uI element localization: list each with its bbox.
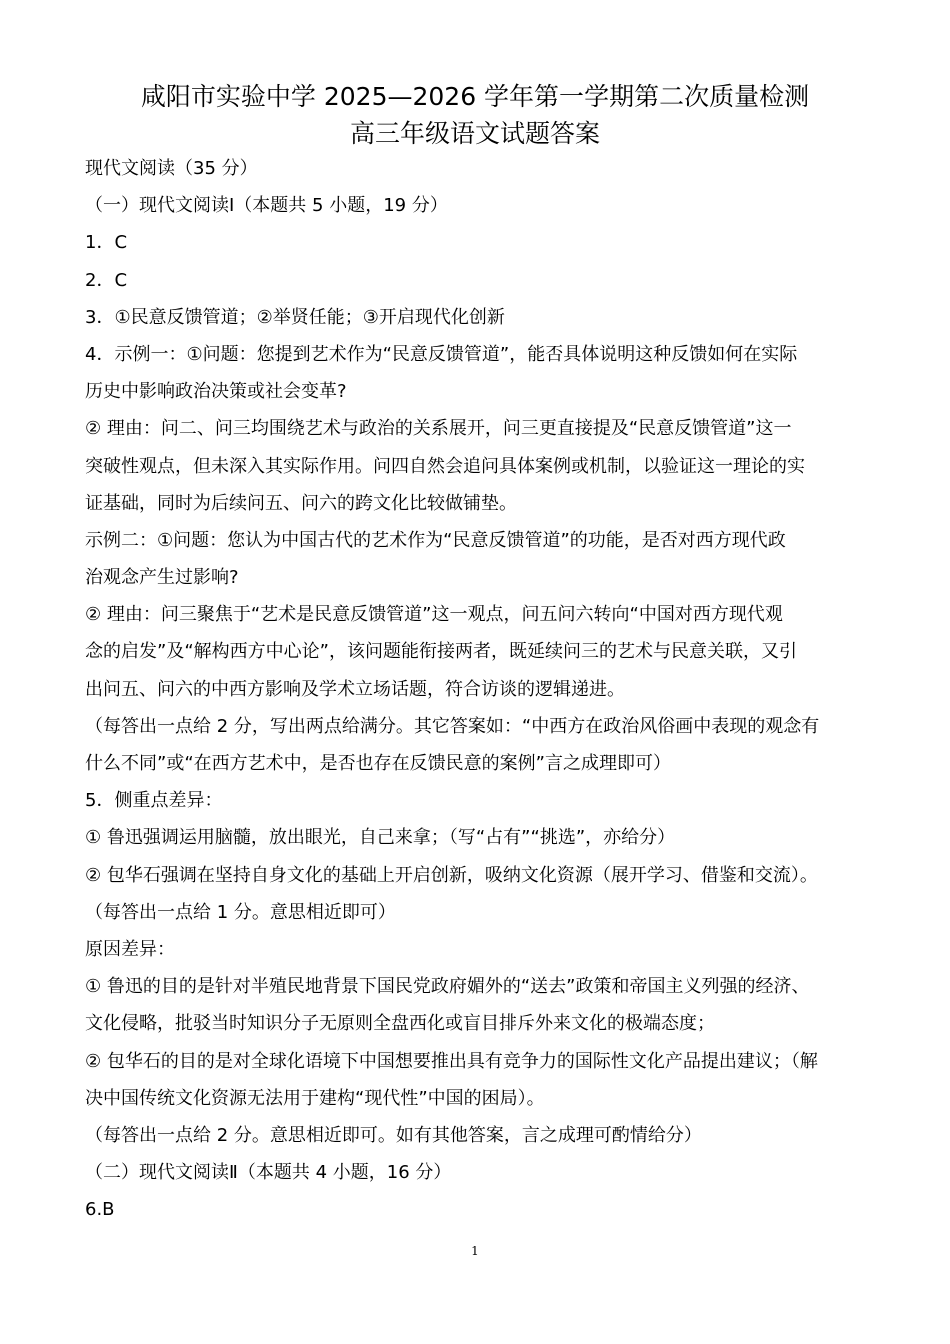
- answer-line: 原因差异：: [85, 938, 175, 960]
- document-subtitle: 高三年级语文试题答案: [349, 119, 600, 148]
- answer-line: ② 包华石强调在坚持自身文化的基础上开启创新，吸纳文化资源（展开学习、借鉴和交流）。: [85, 864, 818, 886]
- answer-line: （每答出一点给 2 分，写出两点给满分。其它答案如：“中西方在政治风俗画中表现的观念有: [85, 715, 820, 737]
- answer-line: 历史中影响政治决策或社会变革?: [85, 381, 347, 403]
- answer-line: ② 理由：问二、问三均围绕艺术与政治的关系展开，问三更直接提及“民意反馈管道”这一: [85, 418, 792, 440]
- answer-line: ① 鲁迅强调运用脑髓，放出眼光，自己来拿；（写“占有”“挑选”，亦给分）: [85, 827, 676, 849]
- answer-line: 证基础，同时为后续问五、问六的跨文化比较做铺垫。: [85, 492, 517, 514]
- answer-line: 什么不同”或“在西方艺术中，是否也存在反馈民意的案例”言之成理即可）: [85, 753, 671, 774]
- answer-body: [85, 150, 865, 1228]
- answer-line: 现代文阅读（35 分）: [85, 158, 258, 179]
- answer-line: （每答出一点给 2 分。意思相近即可。如有其他答案，言之成理可酌情给分）: [85, 1124, 702, 1146]
- answer-line: 4．示例一：①问题：您提到艺术作为“民意反馈管道”，能否具体说明这种反馈如何在实际: [85, 343, 798, 365]
- document-title: 咸阳市实验中学 2025—2026 学年第一学期第二次质量检测: [140, 82, 810, 111]
- answer-line: 5．侧重点差异：: [85, 790, 223, 812]
- answer-line: ② 包华石的目的是对全球化语境下中国想要推出具有竞争力的国际性文化产品提出建议；（解: [85, 1050, 818, 1072]
- answer-line: ② 理由：问三聚焦于“艺术是民意反馈管道”这一观点，问五问六转向“中国对西方现代观: [85, 604, 783, 626]
- answer-line: ① 鲁迅的目的是针对半殖民地背景下国民党政府媚外的“送去”政策和帝国主义列强的经济、: [85, 976, 810, 998]
- answer-line: （每答出一点给 1 分。意思相近即可）: [85, 901, 396, 923]
- page-number: 1: [471, 1244, 479, 1258]
- answer-line: 治观念产生过影响?: [85, 567, 239, 589]
- answer-line: （一）现代文阅读Ⅰ（本题共 5 小题，19 分）: [85, 195, 448, 217]
- answer-line: 1．C: [85, 232, 128, 254]
- answer-line: 3．①民意反馈管道；②举贤任能；③开启现代化创新: [85, 306, 505, 328]
- answer-line: 6.B: [85, 1199, 115, 1221]
- answer-line: 出问五、问六的中西方影响及学术立场话题，符合访谈的逻辑递进。: [85, 678, 625, 700]
- answer-line: 突破性观点，但未深入其实际作用。问四自然会追问具体案例或机制，以验证这一理论的实: [85, 455, 805, 477]
- answer-line: 示例二：①问题：您认为中国古代的艺术作为“民意反馈管道”的功能，是否对西方现代政: [85, 529, 786, 551]
- answer-line: 念的启发”及“解构西方中心论”，该问题能衔接两者，既延续问三的艺术与民意关联，又引: [85, 641, 797, 663]
- answer-line: 文化侵略，批驳当时知识分子无原则全盘西化或盲目排斥外来文化的极端态度；: [85, 1013, 715, 1035]
- answer-line: 2．C: [85, 269, 128, 291]
- answer-line: （二）现代文阅读Ⅱ（本题共 4 小题，16 分）: [85, 1162, 452, 1184]
- answer-line: 决中国传统文化资源无法用于建构“现代性”中国的困局）。: [85, 1087, 545, 1109]
